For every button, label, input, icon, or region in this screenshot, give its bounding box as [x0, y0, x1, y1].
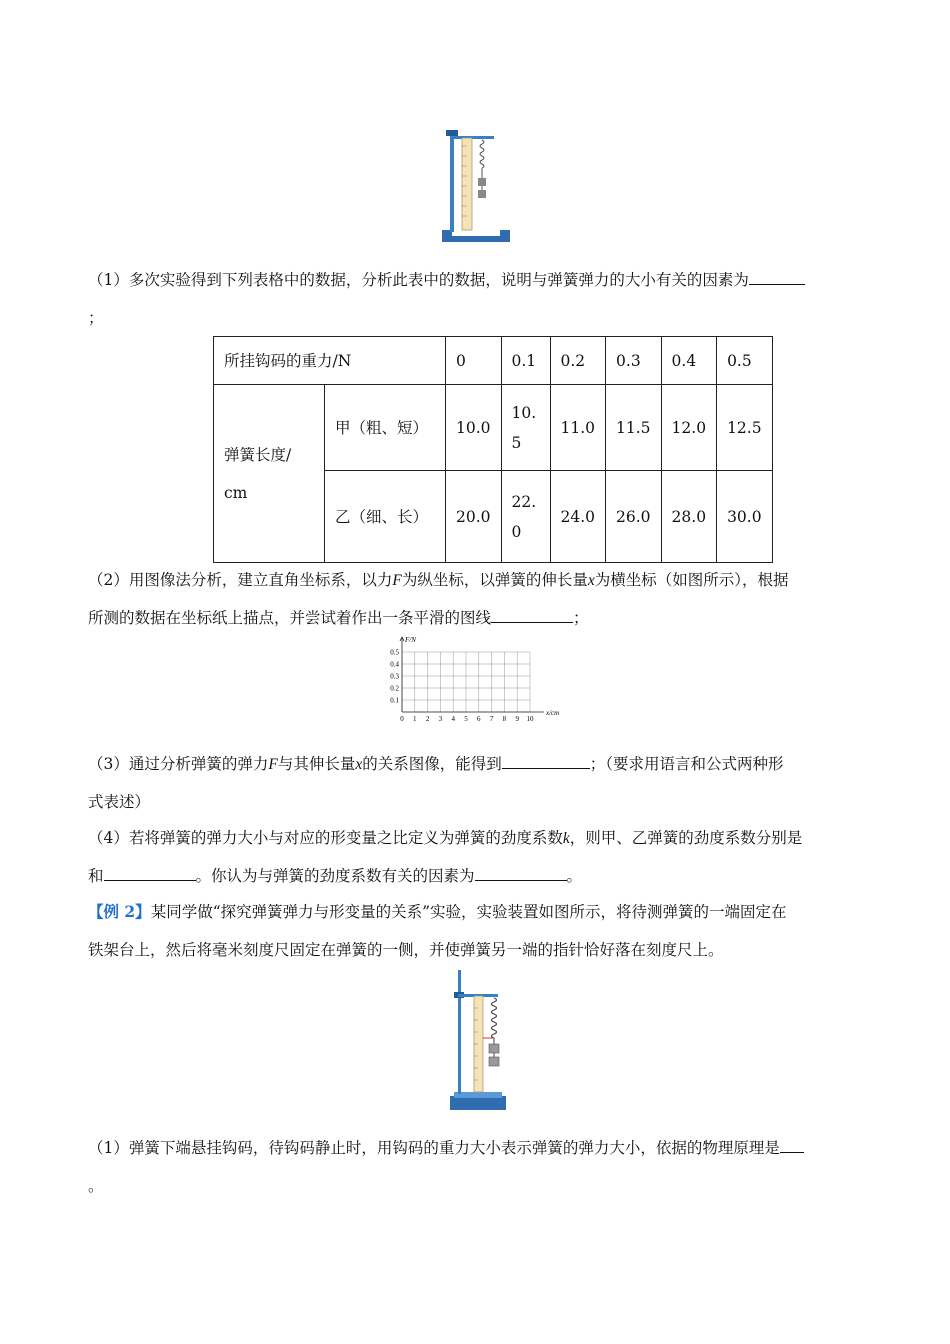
ex2-line2: 铁架台上，然后将毫米刻度尺固定在弹簧的一侧，并使弹簧另一端的指针恰好落在刻度尺上。 — [88, 941, 724, 959]
var-F: F — [392, 572, 402, 589]
table-cell: 11.5 — [606, 385, 662, 471]
table-cell — [501, 385, 550, 471]
table-header-cell: 0.4 — [661, 337, 717, 385]
var-x: x — [355, 756, 363, 773]
q1-text: （1）多次实验得到下列表格中的数据，分析此表中的数据，说明与弹簧弹力的大小有关的因素为 — [88, 271, 749, 289]
apparatus-figure-2 — [446, 968, 510, 1114]
q4-line1 — [88, 828, 802, 849]
q2-text-line2: 所测的数据在坐标纸上描点，并尝试着作出一条平滑的图线 — [88, 609, 492, 627]
table-cell: 12.5 — [717, 385, 773, 471]
table-cell: 20.0 — [446, 471, 502, 563]
q2-line1 — [88, 570, 789, 591]
ex2q1-line2: 。 — [88, 1177, 104, 1195]
q3-line1 — [88, 754, 784, 775]
var-x: x — [587, 572, 595, 589]
x-tick-label: 2 — [425, 715, 430, 723]
y-tick-label: 0.1 — [390, 696, 399, 705]
y-tick-label: 0.3 — [390, 672, 399, 681]
q4-text-line2-b: 。你认为与弹簧的劲度系数有关的因素为 — [195, 867, 475, 885]
q4-blank-2[interactable] — [475, 866, 567, 881]
q2-line2 — [88, 608, 589, 628]
table-header-cell: 0.5 — [717, 337, 773, 385]
table-cell: 11.0 — [550, 385, 606, 471]
row-group-label-b: cm — [224, 483, 248, 502]
table-cell: 26.0 — [606, 471, 662, 563]
table-cell: 28.0 — [661, 471, 717, 563]
table-cell-part: 10. — [511, 403, 537, 422]
q4-text-line2-a: 和 — [88, 867, 104, 885]
q3-text-b: 与其伸长量 — [277, 755, 356, 773]
ex2q1-text: （1）弹簧下端悬挂钩码，待钩码静止时，用钩码的重力大小表示弹簧的弹力大小，依据的物理原理是 — [88, 1139, 780, 1157]
q4-blank-1[interactable] — [104, 866, 196, 881]
ex2-text-line1: 某同学做“探究弹簧弹力与形变量的关系”实验，实验装置如图所示，将待测弹簧的一端固定在 — [150, 903, 787, 921]
row-label-jia: 甲（粗、短） — [325, 385, 446, 471]
y-axis-label: F/N — [405, 636, 416, 644]
q3-text-a: （3）通过分析弹簧的弹力 — [88, 755, 269, 773]
apparatus-figure-1 — [436, 126, 516, 246]
table-header-cell: 0.2 — [550, 337, 606, 385]
table-cell: 30.0 — [717, 471, 773, 563]
row-group-label — [214, 385, 325, 563]
table-header-cell: 0.3 — [606, 337, 662, 385]
q1-blank[interactable] — [749, 270, 805, 285]
y-tick-label: 0.2 — [390, 684, 399, 693]
q2-end: ； — [573, 609, 589, 627]
ex2q1-line1 — [88, 1138, 804, 1158]
table-header-cell: 0 — [446, 337, 502, 385]
q2-text-a: （2）用图像法分析，建立直角坐标系，以力 — [88, 571, 393, 589]
q1-end: ； — [88, 309, 104, 327]
q2-text-c: 为横坐标（如图所示），根据 — [594, 571, 789, 589]
example-tag: 【例 2】 — [88, 902, 151, 921]
q1-line — [88, 270, 805, 290]
table-cell: 10.0 — [446, 385, 502, 471]
x-tick-label: 1 — [413, 715, 417, 723]
x-tick-label: 5 — [464, 715, 468, 723]
row-group-label-a: 弹簧长度/ — [224, 445, 292, 464]
y-tick-label: 0.4 — [390, 660, 399, 669]
ex2-line1 — [88, 902, 787, 922]
var-F: F — [268, 756, 278, 773]
table-cell — [501, 471, 550, 563]
q2-text-b: 为纵坐标，以弹簧的伸长量 — [401, 571, 588, 589]
q4-line2 — [88, 866, 582, 886]
coordinate-grid-figure — [384, 634, 564, 724]
table-header-cell: 0.1 — [501, 337, 550, 385]
x-tick-label: 7 — [489, 715, 494, 723]
table-cell-part: 22. — [511, 492, 537, 511]
table-cell: 12.0 — [661, 385, 717, 471]
table-cell-part: 0 — [511, 522, 522, 541]
ex2q1-blank[interactable] — [780, 1138, 804, 1153]
x-tick-label: 10 — [526, 715, 534, 723]
x-tick-label: 8 — [502, 715, 507, 723]
table-header-label: 所挂钩码的重力/N — [214, 337, 446, 385]
q2-blank[interactable] — [491, 608, 573, 623]
table-cell: 24.0 — [550, 471, 606, 563]
data-table — [213, 336, 773, 563]
table-cell-part: 5 — [511, 433, 522, 452]
q3-text-d: ；（要求用语言和公式两种形 — [589, 755, 784, 773]
x-tick-label: 6 — [477, 715, 481, 723]
x-tick-label: 3 — [438, 715, 443, 723]
q3-blank[interactable] — [502, 754, 590, 769]
q3-line2: 式表述） — [88, 793, 151, 811]
q3-text-c: 的关系图像，能得到 — [362, 755, 502, 773]
x-tick-label: 0 — [400, 715, 404, 723]
x-tick-label: 4 — [451, 715, 455, 723]
q4-text-a: （4）若将弹簧的弹力大小与对应的形变量之比定义为弹簧的劲度系数 — [88, 829, 563, 847]
q4-text-b: ，则甲、乙弹簧的劲度系数分别是 — [569, 829, 803, 847]
var-k: k — [562, 830, 570, 847]
x-axis-label: x/cm — [546, 709, 560, 717]
q4-text-line2-c: 。 — [566, 867, 583, 885]
x-tick-label: 9 — [515, 715, 519, 723]
y-tick-label: 0.5 — [390, 648, 399, 657]
row-label-yi: 乙（细、长） — [325, 471, 446, 563]
